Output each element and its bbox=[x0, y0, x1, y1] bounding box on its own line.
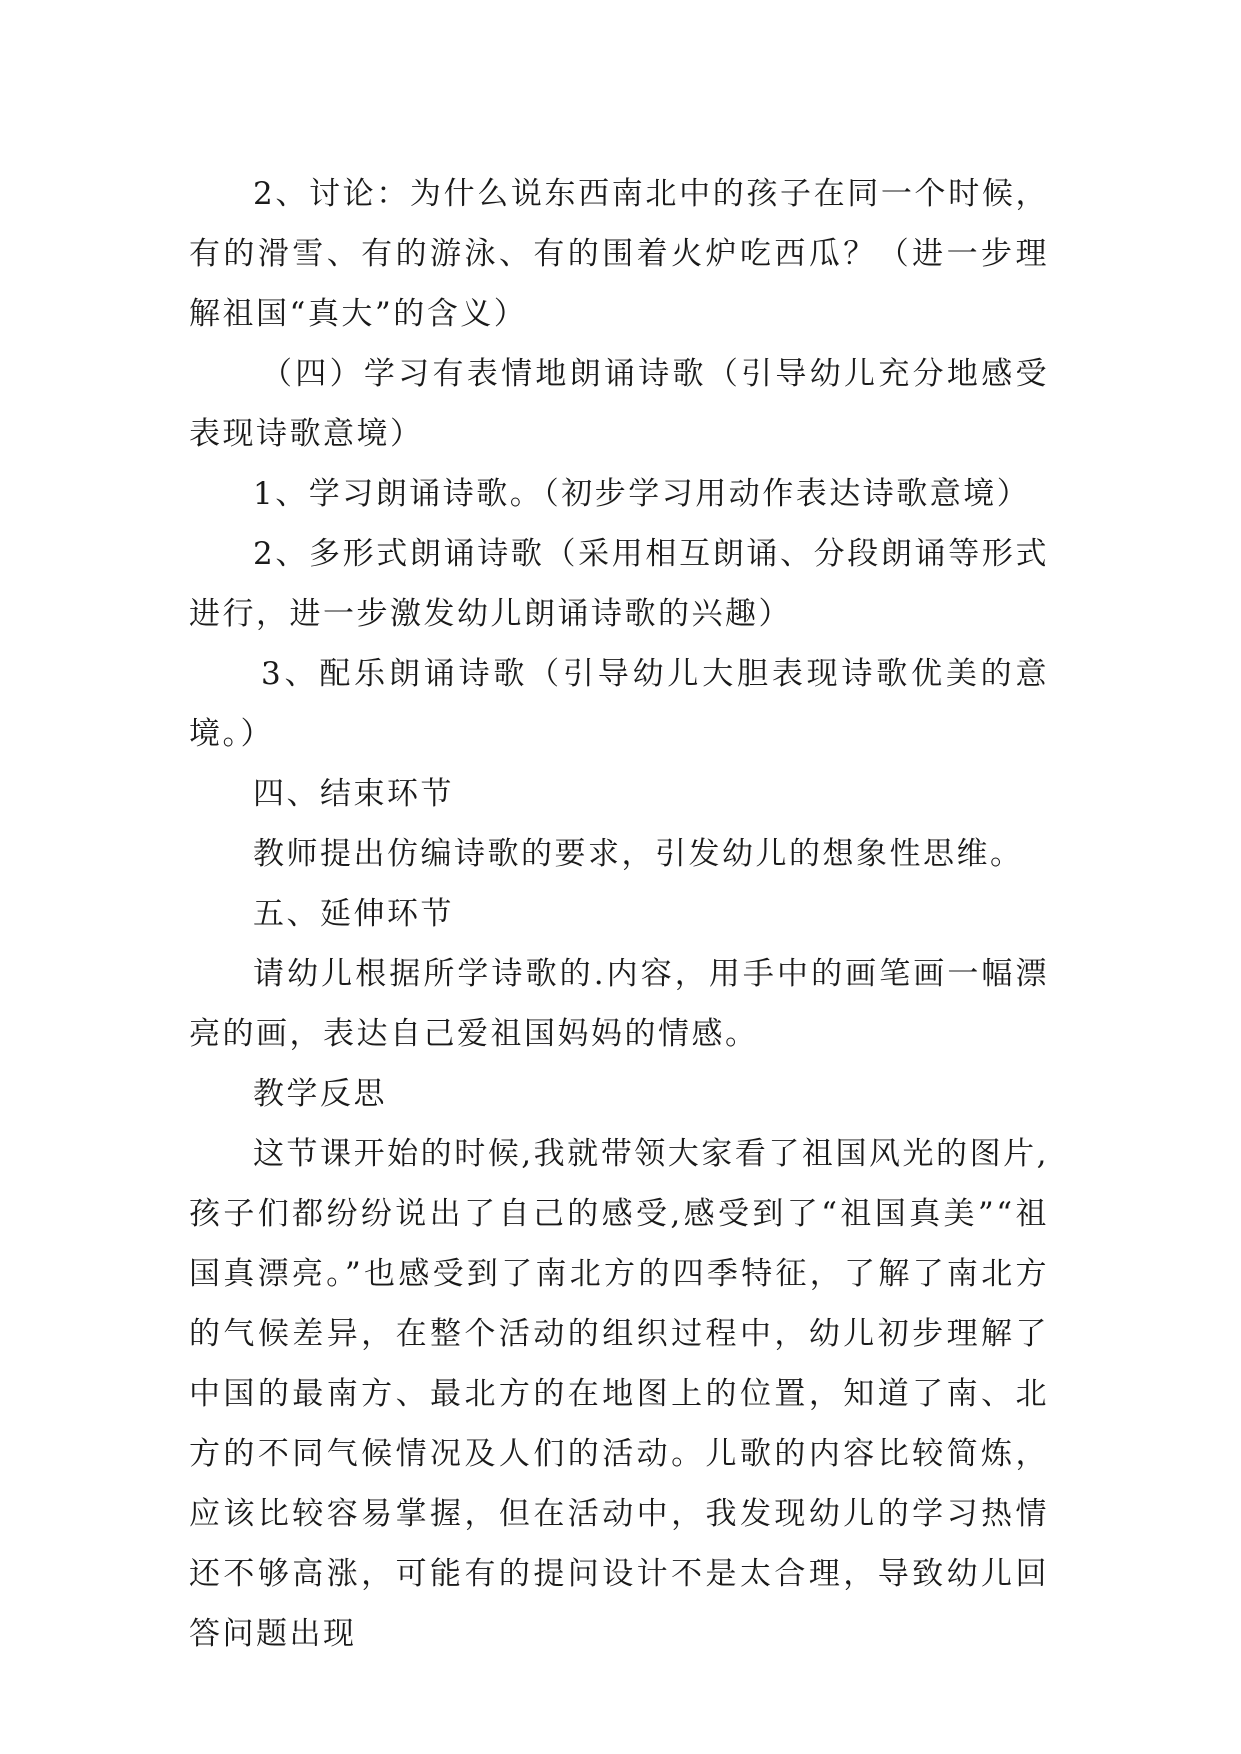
paragraph-ending-content: 教师提出仿编诗歌的要求，引发幼儿的想象性思维。 bbox=[253, 836, 1024, 872]
document-body bbox=[189, 164, 1049, 1664]
heading-ending-stage: 四、结束环节 bbox=[253, 776, 454, 812]
paragraph-extension-content: 请幼儿根据所学诗歌的.内容，用手中的画笔画一幅漂亮的画，表达自己爱祖国妈妈的情感。 bbox=[189, 956, 1049, 1052]
heading-teaching-reflection: 教学反思 bbox=[253, 1076, 387, 1112]
heading-extension-stage: 五、延伸环节 bbox=[253, 896, 454, 932]
paragraph-reflection-content: 这节课开始的时候,我就带领大家看了祖国风光的图片,孩子们都纷纷说出了自己的感受,感受到了“祖国真美”“祖国真漂亮。”也感受到了南北方的四季特征，了解了南北方的气候差异，在整个活动的组织过程中，幼儿初步理解了中国的最南方、最北方的在地图上的位置，知道了南、北方的不同气候情况及人们的活动。儿歌的内容比较简炼，应该比较容易掌握，但在活动中，我发现幼儿的学习热情还不够高涨，可能有的提问设计不是太合理，导致幼儿回答问题出现 bbox=[189, 1136, 1049, 1652]
paragraph-discussion: 2、讨论：为什么说东西南北中的孩子在同一个时候，有的滑雪、有的游泳、有的围着火炉吃西瓜？（进一步理解祖国“真大”的含义） bbox=[189, 176, 1049, 332]
paragraph-section-four-recitation: （四）学习有表情地朗诵诗歌（引导幼儿充分地感受表现诗歌意境） bbox=[189, 356, 1049, 452]
paragraph-learn-recitation: 1、学习朗诵诗歌。（初步学习用动作表达诗歌意境） bbox=[253, 476, 1031, 512]
paragraph-music-recitation: 3、配乐朗诵诗歌（引导幼儿大胆表现诗歌优美的意境。） bbox=[189, 656, 1049, 752]
paragraph-multi-form-recitation: 2、多形式朗诵诗歌（采用相互朗诵、分段朗诵等形式进行，进一步激发幼儿朗诵诗歌的兴趣） bbox=[189, 536, 1049, 632]
